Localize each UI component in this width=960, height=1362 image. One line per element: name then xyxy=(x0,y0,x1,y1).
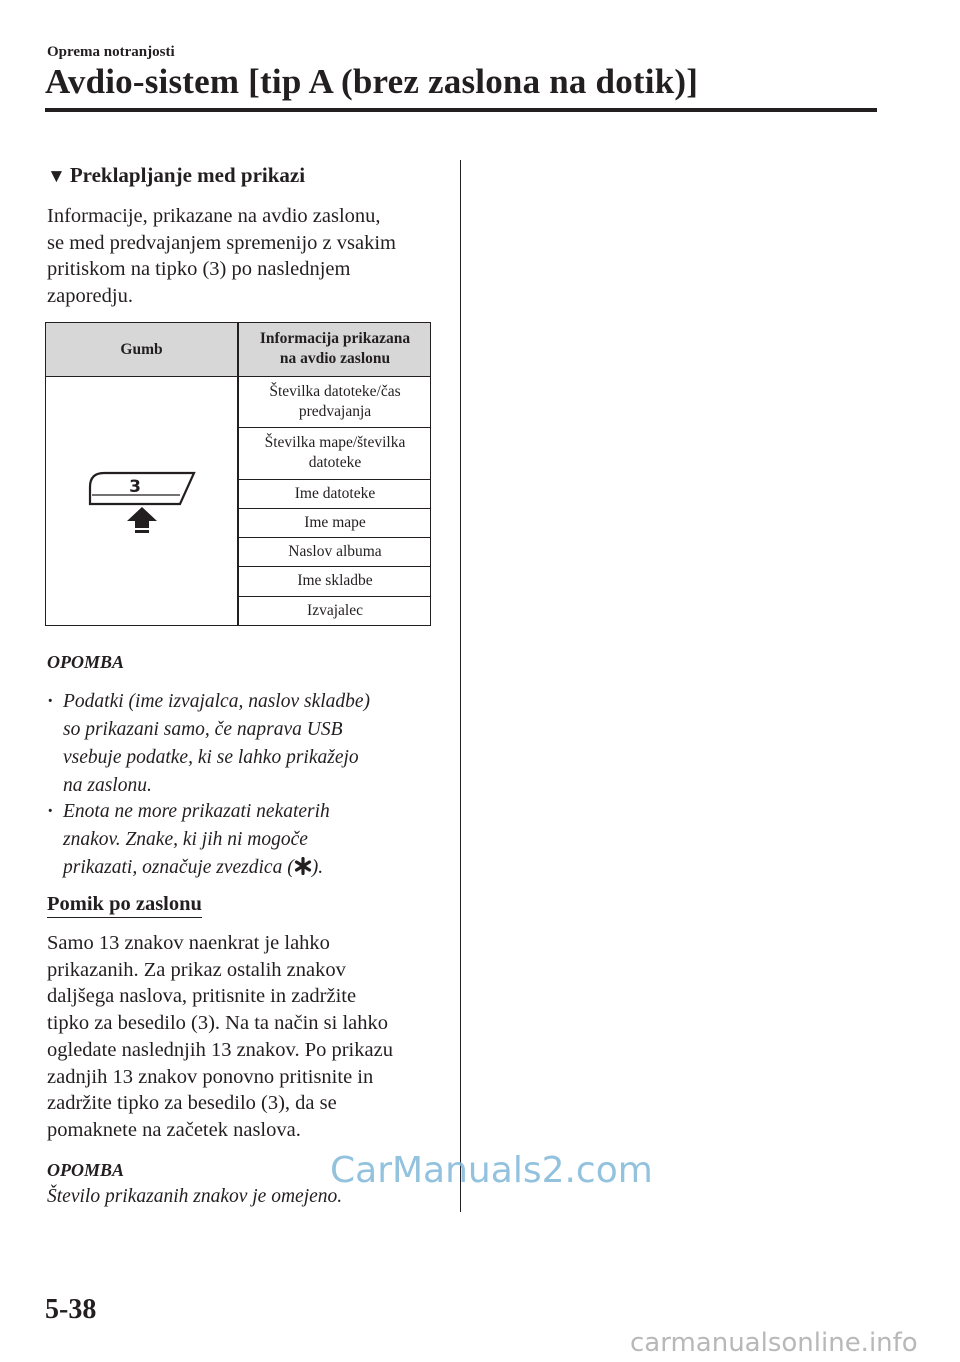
header-info-line: Informacija prikazana xyxy=(259,330,411,347)
row-text: Številka datoteke/čas xyxy=(269,383,401,400)
paragraph-line: pritiskom na tipko (3) po naslednjem xyxy=(47,258,351,281)
paragraph-line: prikazanih. Za prikaz ostalih znakov xyxy=(47,958,346,981)
row-divider xyxy=(239,596,431,597)
paragraph-line: zadnjih 13 znakov ponovno pritisnite in xyxy=(47,1065,374,1088)
title-rule xyxy=(45,108,877,112)
header-info-line: na avdio zaslonu xyxy=(279,350,391,367)
note-line: na zaslonu. xyxy=(63,775,152,796)
table-row: Ime mape xyxy=(304,514,366,531)
row-text: Številka mape/številka xyxy=(264,434,406,451)
section-label: Oprema notranjosti xyxy=(47,44,175,60)
button-number: 3 xyxy=(129,477,141,497)
press-arrow-icon xyxy=(127,507,157,528)
row-divider xyxy=(239,537,431,538)
note-line: so prikazani samo, če naprava USB xyxy=(63,719,343,740)
table-row xyxy=(239,382,431,422)
row-text: predvajanja xyxy=(298,403,372,420)
row-divider xyxy=(239,508,431,509)
table-row xyxy=(239,433,431,473)
bullet-marker: · xyxy=(47,801,54,822)
paragraph-line: tipko za besedilo (3). Na ta način si lahko xyxy=(47,1012,388,1035)
paragraph-line: se med predvajanjem spremenijo z vsakim xyxy=(47,231,396,254)
note2-text: Število prikazanih znakov je omejeno. xyxy=(47,1186,343,1207)
note-text: ). xyxy=(311,857,324,878)
paragraph-line: zaporedju. xyxy=(47,285,133,308)
paragraph-line: daljšega naslova, pritisnite in zadržite xyxy=(47,985,357,1008)
column-divider xyxy=(460,160,461,1212)
scroll-paragraph xyxy=(47,930,437,1144)
row-divider xyxy=(239,427,431,428)
row-text: datoteke xyxy=(308,454,362,471)
switching-heading-row xyxy=(47,163,437,188)
header-button: Gumb xyxy=(120,341,163,358)
row-divider xyxy=(239,566,431,567)
table-row: Izvajalec xyxy=(307,602,363,619)
row-divider xyxy=(239,479,431,480)
note-line: Enota ne more prikazati nekaterih xyxy=(63,801,330,822)
scroll-heading: Pomik po zaslonu xyxy=(47,893,202,918)
note-title: OPOMBA xyxy=(47,652,125,672)
note-line xyxy=(63,854,323,882)
paragraph-line: zadržite tipko za besedilo (3), da se xyxy=(47,1092,337,1115)
note-text: prikazati, označuje zvezdica ( xyxy=(63,857,294,878)
paragraph-line: pomaknete na začetek naslova. xyxy=(47,1118,301,1141)
bullet-marker: · xyxy=(47,691,54,712)
switching-heading: Preklapljanje med prikazi xyxy=(69,163,306,187)
asterisk-icon xyxy=(294,857,312,875)
triangle-down-icon: ▼ xyxy=(47,166,66,187)
button-shape xyxy=(90,473,194,504)
paragraph-line: ogledate naslednjih 13 znakov. Po prikazu xyxy=(47,1038,393,1061)
paragraph-line: Informacije, prikazane na avdio zaslonu, xyxy=(47,205,381,227)
note-bullets xyxy=(47,688,437,888)
press-arrow-base xyxy=(135,530,149,533)
table-row: Naslov albuma xyxy=(288,543,382,560)
note-line: znakov. Znake, ki jih ni mogoče xyxy=(63,829,308,850)
table-row: Ime datoteke xyxy=(294,485,376,502)
header-info xyxy=(239,329,431,369)
watermark: CarManuals2.com xyxy=(330,1150,653,1191)
note-line: vsebuje podatke, ki se lahko prikažejo xyxy=(63,747,359,768)
table-row: Ime skladbe xyxy=(297,572,373,589)
switching-paragraph xyxy=(47,203,437,310)
page-title: Avdio-sistem [tip A (brez zaslona na dotik)] xyxy=(45,62,699,101)
page-number: 5-38 xyxy=(45,1294,97,1325)
watermark-bottom: carmanualsonline.info xyxy=(630,1328,918,1358)
button-3-illustration xyxy=(84,461,204,541)
scroll-heading-row xyxy=(47,893,437,916)
display-info-table xyxy=(45,322,431,626)
paragraph-line: Samo 13 znakov naenkrat je lahko xyxy=(47,932,330,954)
note-line: Podatki (ime izvajalca, naslov skladbe) xyxy=(63,691,371,712)
note2-title: OPOMBA xyxy=(47,1160,125,1180)
